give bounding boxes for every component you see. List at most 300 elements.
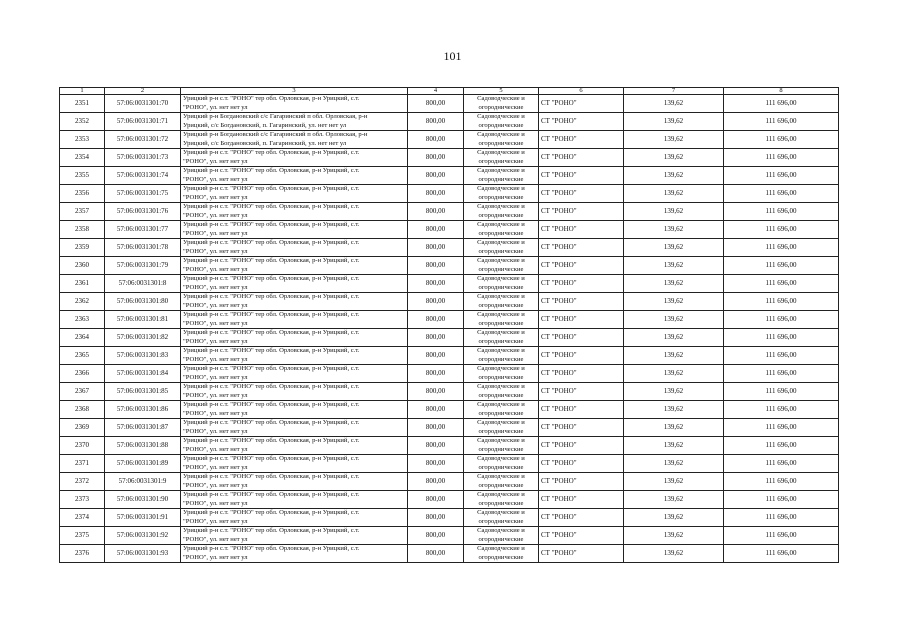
land-use-cell	[464, 347, 539, 365]
owner-name: СТ "РОНО"	[539, 527, 624, 545]
address-line-2: "РОНО", ул. нет нет ул	[183, 499, 248, 507]
address-line-1: Урицкий р-н Богдановский с/с Гагаринский п обл. Орловская, р-н	[183, 131, 368, 139]
address-cell	[181, 131, 408, 149]
owner-name: СТ "РОНО"	[539, 167, 624, 185]
row-number: 2371	[60, 455, 105, 473]
land-use-cell	[464, 437, 539, 455]
cadastral-number: 57:06:0031301:75	[105, 185, 181, 203]
address-line-2: "РОНО", ул. нет нет ул	[183, 409, 248, 417]
area-value: 800,00	[408, 347, 464, 365]
address-cell	[181, 221, 408, 239]
land-use-cell	[464, 401, 539, 419]
land-use-line-2: огороднические	[478, 463, 524, 471]
address-cell	[181, 491, 408, 509]
cadastral-number: 57:06:0031301:89	[105, 455, 181, 473]
column-header: 2	[105, 88, 181, 95]
address-cell	[181, 203, 408, 221]
address-line-2: "РОНО", ул. нет нет ул	[183, 463, 248, 471]
cadastral-number: 57:06:0031301:72	[105, 131, 181, 149]
area-value: 800,00	[408, 221, 464, 239]
cadastral-number: 57:06:0031301:82	[105, 329, 181, 347]
address-line-2: "РОНО", ул. нет нет ул	[183, 481, 248, 489]
land-use-line-1: Садоводческие и	[477, 545, 525, 553]
table-row	[60, 221, 839, 239]
row-number: 2370	[60, 437, 105, 455]
row-number: 2360	[60, 257, 105, 275]
address-line-2: "РОНО", ул. нет нет ул	[183, 337, 248, 345]
row-number: 2362	[60, 293, 105, 311]
land-use-line-1: Садоводческие и	[477, 275, 525, 283]
table-row	[60, 203, 839, 221]
address-line-2: "РОНО", ул. нет нет ул	[183, 553, 248, 561]
land-use-cell	[464, 239, 539, 257]
row-number: 2353	[60, 131, 105, 149]
land-use-line-2: огороднические	[478, 409, 524, 417]
cadastral-number: 57:06:0031301:76	[105, 203, 181, 221]
row-number: 2366	[60, 365, 105, 383]
table-row	[60, 473, 839, 491]
area-value: 800,00	[408, 185, 464, 203]
address-line-1: Урицкий р-н с.т. "РОНО" тер обл. Орловская, р-н Урицкий, с.т.	[183, 311, 360, 319]
table-row	[60, 311, 839, 329]
table-row	[60, 437, 839, 455]
land-use-line-2: огороднические	[478, 265, 524, 273]
cadastral-number: 57:06:0031301:87	[105, 419, 181, 437]
unit-price: 139,62	[624, 473, 724, 491]
cadastral-value: 111 696,00	[724, 149, 839, 167]
land-use-line-2: огороднические	[478, 283, 524, 291]
land-use-line-2: огороднические	[478, 319, 524, 327]
cadastral-number: 57:06:0031301:78	[105, 239, 181, 257]
land-use-line-1: Садоводческие и	[477, 293, 525, 301]
address-line-2: "РОНО", ул. нет нет ул	[183, 373, 248, 381]
unit-price: 139,62	[624, 509, 724, 527]
table-row	[60, 455, 839, 473]
table-row	[60, 95, 839, 113]
table-row	[60, 275, 839, 293]
column-header: 8	[724, 88, 839, 95]
address-line-2: "РОНО", ул. нет нет ул	[183, 427, 248, 435]
area-value: 800,00	[408, 95, 464, 113]
address-line-2: "РОНО", ул. нет нет ул	[183, 301, 248, 309]
owner-name: СТ "РОНО"	[539, 185, 624, 203]
land-use-line-1: Садоводческие и	[477, 95, 525, 103]
unit-price: 139,62	[624, 131, 724, 149]
cadastral-value: 111 696,00	[724, 491, 839, 509]
row-number: 2368	[60, 401, 105, 419]
land-use-line-2: огороднические	[478, 211, 524, 219]
address-line-2: "РОНО", ул. нет нет ул	[183, 193, 248, 201]
unit-price: 139,62	[624, 527, 724, 545]
unit-price: 139,62	[624, 401, 724, 419]
unit-price: 139,62	[624, 545, 724, 563]
address-cell	[181, 473, 408, 491]
address-cell	[181, 527, 408, 545]
area-value: 800,00	[408, 437, 464, 455]
cadastral-value: 111 696,00	[724, 275, 839, 293]
table-row	[60, 239, 839, 257]
unit-price: 139,62	[624, 149, 724, 167]
column-number-row	[60, 88, 839, 95]
owner-name: СТ "РОНО"	[539, 329, 624, 347]
cadastral-number: 57:06:0031301:71	[105, 113, 181, 131]
address-cell	[181, 329, 408, 347]
cadastral-number: 57:06:0031301:83	[105, 347, 181, 365]
table-row	[60, 113, 839, 131]
unit-price: 139,62	[624, 257, 724, 275]
owner-name: СТ "РОНО"	[539, 365, 624, 383]
area-value: 800,00	[408, 383, 464, 401]
table-row	[60, 347, 839, 365]
cadastral-value: 111 696,00	[724, 509, 839, 527]
cadastral-number: 57:06:0031301:85	[105, 383, 181, 401]
cadastral-value: 111 696,00	[724, 401, 839, 419]
cadastral-value: 111 696,00	[724, 545, 839, 563]
address-line-2: "РОНО", ул. нет нет ул	[183, 283, 248, 291]
land-use-line-1: Садоводческие и	[477, 221, 525, 229]
land-use-cell	[464, 113, 539, 131]
land-use-line-1: Садоводческие и	[477, 203, 525, 211]
land-use-line-1: Садоводческие и	[477, 149, 525, 157]
land-use-line-1: Садоводческие и	[477, 167, 525, 175]
cadastral-value: 111 696,00	[724, 257, 839, 275]
unit-price: 139,62	[624, 203, 724, 221]
unit-price: 139,62	[624, 167, 724, 185]
address-line-1: Урицкий р-н с.т. "РОНО" тер обл. Орловская, р-н Урицкий, с.т.	[183, 455, 360, 463]
cadastral-number: 57:06:0031301:73	[105, 149, 181, 167]
unit-price: 139,62	[624, 311, 724, 329]
land-use-line-2: огороднические	[478, 499, 524, 507]
address-line-2: "РОНО", ул. нет нет ул	[183, 211, 248, 219]
address-line-2: Урицкий, с/с Богдановский, п. Гагаринский, ул. нет нет ул	[183, 121, 347, 129]
land-use-line-1: Садоводческие и	[477, 491, 525, 499]
address-line-2: "РОНО", ул. нет нет ул	[183, 175, 248, 183]
table-row	[60, 167, 839, 185]
owner-name: СТ "РОНО"	[539, 95, 624, 113]
unit-price: 139,62	[624, 383, 724, 401]
land-use-line-1: Садоводческие и	[477, 437, 525, 445]
address-line-1: Урицкий р-н с.т. "РОНО" тер обл. Орловская, р-н Урицкий, с.т.	[183, 545, 360, 553]
address-cell	[181, 149, 408, 167]
area-value: 800,00	[408, 455, 464, 473]
address-line-1: Урицкий р-н с.т. "РОНО" тер обл. Орловская, р-н Урицкий, с.т.	[183, 401, 360, 409]
cadastral-value: 111 696,00	[724, 113, 839, 131]
cadastral-number: 57:06:0031301:90	[105, 491, 181, 509]
table-row	[60, 131, 839, 149]
land-use-line-1: Садоводческие и	[477, 311, 525, 319]
cadastral-value: 111 696,00	[724, 167, 839, 185]
table-row	[60, 527, 839, 545]
address-cell	[181, 383, 408, 401]
table-row	[60, 509, 839, 527]
land-use-line-2: огороднические	[478, 301, 524, 309]
owner-name: СТ "РОНО"	[539, 437, 624, 455]
land-use-line-2: огороднические	[478, 139, 524, 147]
land-use-cell	[464, 527, 539, 545]
address-line-1: Урицкий р-н с.т. "РОНО" тер обл. Орловская, р-н Урицкий, с.т.	[183, 491, 360, 499]
table-row	[60, 257, 839, 275]
address-line-1: Урицкий р-н с.т. "РОНО" тер обл. Орловская, р-н Урицкий, с.т.	[183, 95, 360, 103]
row-number: 2374	[60, 509, 105, 527]
land-use-cell	[464, 131, 539, 149]
owner-name: СТ "РОНО"	[539, 419, 624, 437]
cadastral-value: 111 696,00	[724, 203, 839, 221]
address-cell	[181, 113, 408, 131]
address-line-2: "РОНО", ул. нет нет ул	[183, 265, 248, 273]
address-line-1: Урицкий р-н с.т. "РОНО" тер обл. Орловская, р-н Урицкий, с.т.	[183, 437, 360, 445]
land-use-line-2: огороднические	[478, 157, 524, 165]
row-number: 2373	[60, 491, 105, 509]
address-cell	[181, 455, 408, 473]
land-plots-table	[59, 87, 839, 563]
land-use-cell	[464, 185, 539, 203]
address-line-1: Урицкий р-н с.т. "РОНО" тер обл. Орловская, р-н Урицкий, с.т.	[183, 419, 360, 427]
unit-price: 139,62	[624, 419, 724, 437]
area-value: 800,00	[408, 131, 464, 149]
unit-price: 139,62	[624, 185, 724, 203]
address-cell	[181, 545, 408, 563]
area-value: 800,00	[408, 545, 464, 563]
address-line-1: Урицкий р-н с.т. "РОНО" тер обл. Орловская, р-н Урицкий, с.т.	[183, 149, 360, 157]
land-use-line-2: огороднические	[478, 121, 524, 129]
cadastral-number: 57:06:0031301:77	[105, 221, 181, 239]
address-cell	[181, 401, 408, 419]
owner-name: СТ "РОНО"	[539, 257, 624, 275]
address-line-2: "РОНО", ул. нет нет ул	[183, 247, 248, 255]
land-use-line-1: Садоводческие и	[477, 185, 525, 193]
page-number: 101	[443, 49, 462, 63]
land-use-line-2: огороднические	[478, 445, 524, 453]
table-row	[60, 401, 839, 419]
owner-name: СТ "РОНО"	[539, 347, 624, 365]
address-line-2: Урицкий, с/с Богдановский, п. Гагаринский, ул. нет нет ул	[183, 139, 347, 147]
address-cell	[181, 365, 408, 383]
land-use-line-2: огороднические	[478, 193, 524, 201]
cadastral-number: 57:06:0031301:8	[105, 275, 181, 293]
unit-price: 139,62	[624, 491, 724, 509]
area-value: 800,00	[408, 311, 464, 329]
address-cell	[181, 275, 408, 293]
land-use-cell	[464, 275, 539, 293]
owner-name: СТ "РОНО"	[539, 131, 624, 149]
land-use-line-1: Садоводческие и	[477, 401, 525, 409]
land-use-line-1: Садоводческие и	[477, 419, 525, 427]
land-use-cell	[464, 167, 539, 185]
table-row	[60, 293, 839, 311]
address-line-2: "РОНО", ул. нет нет ул	[183, 103, 248, 111]
cadastral-number: 57:06:0031301:81	[105, 311, 181, 329]
area-value: 800,00	[408, 167, 464, 185]
land-use-cell	[464, 203, 539, 221]
address-line-1: Урицкий р-н с.т. "РОНО" тер обл. Орловская, р-н Урицкий, с.т.	[183, 167, 360, 175]
land-use-line-2: огороднические	[478, 355, 524, 363]
address-line-2: "РОНО", ул. нет нет ул	[183, 517, 248, 525]
address-line-1: Урицкий р-н с.т. "РОНО" тер обл. Орловская, р-н Урицкий, с.т.	[183, 347, 360, 355]
land-use-cell	[464, 365, 539, 383]
address-cell	[181, 509, 408, 527]
land-use-cell	[464, 293, 539, 311]
land-use-line-1: Садоводческие и	[477, 383, 525, 391]
cadastral-number: 57:06:0031301:79	[105, 257, 181, 275]
area-value: 800,00	[408, 257, 464, 275]
owner-name: СТ "РОНО"	[539, 221, 624, 239]
owner-name: СТ "РОНО"	[539, 545, 624, 563]
land-use-line-2: огороднические	[478, 103, 524, 111]
cadastral-number: 57:06:0031301:93	[105, 545, 181, 563]
column-header: 3	[181, 88, 408, 95]
land-use-line-1: Садоводческие и	[477, 365, 525, 373]
address-cell	[181, 185, 408, 203]
address-cell	[181, 257, 408, 275]
table-row	[60, 545, 839, 563]
address-cell	[181, 419, 408, 437]
area-value: 800,00	[408, 509, 464, 527]
area-value: 800,00	[408, 527, 464, 545]
owner-name: СТ "РОНО"	[539, 149, 624, 167]
land-use-cell	[464, 329, 539, 347]
cadastral-value: 111 696,00	[724, 221, 839, 239]
row-number: 2364	[60, 329, 105, 347]
address-line-2: "РОНО", ул. нет нет ул	[183, 157, 248, 165]
land-use-line-1: Садоводческие и	[477, 509, 525, 517]
land-use-cell	[464, 545, 539, 563]
land-use-line-2: огороднические	[478, 517, 524, 525]
cadastral-value: 111 696,00	[724, 527, 839, 545]
address-line-1: Урицкий р-н с.т. "РОНО" тер обл. Орловская, р-н Урицкий, с.т.	[183, 239, 360, 247]
area-value: 800,00	[408, 203, 464, 221]
owner-name: СТ "РОНО"	[539, 293, 624, 311]
address-line-2: "РОНО", ул. нет нет ул	[183, 355, 248, 363]
cadastral-value: 111 696,00	[724, 455, 839, 473]
row-number: 2352	[60, 113, 105, 131]
unit-price: 139,62	[624, 95, 724, 113]
row-number: 2376	[60, 545, 105, 563]
address-cell	[181, 95, 408, 113]
area-value: 800,00	[408, 365, 464, 383]
cadastral-number: 57:06:0031301:91	[105, 509, 181, 527]
address-line-2: "РОНО", ул. нет нет ул	[183, 229, 248, 237]
cadastral-number: 57:06:0031301:80	[105, 293, 181, 311]
row-number: 2365	[60, 347, 105, 365]
owner-name: СТ "РОНО"	[539, 455, 624, 473]
cadastral-value: 111 696,00	[724, 383, 839, 401]
area-value: 800,00	[408, 293, 464, 311]
address-cell	[181, 239, 408, 257]
address-line-1: Урицкий р-н с.т. "РОНО" тер обл. Орловская, р-н Урицкий, с.т.	[183, 293, 360, 301]
unit-price: 139,62	[624, 113, 724, 131]
row-number: 2359	[60, 239, 105, 257]
cadastral-number: 57:06:0031301:74	[105, 167, 181, 185]
table-row	[60, 185, 839, 203]
owner-name: СТ "РОНО"	[539, 113, 624, 131]
address-line-2: "РОНО", ул. нет нет ул	[183, 535, 248, 543]
land-use-line-2: огороднические	[478, 373, 524, 381]
cadastral-value: 111 696,00	[724, 311, 839, 329]
land-use-line-1: Садоводческие и	[477, 113, 525, 121]
owner-name: СТ "РОНО"	[539, 275, 624, 293]
cadastral-value: 111 696,00	[724, 329, 839, 347]
table-row	[60, 419, 839, 437]
land-use-cell	[464, 95, 539, 113]
land-use-line-2: огороднические	[478, 535, 524, 543]
area-value: 800,00	[408, 401, 464, 419]
land-use-line-1: Садоводческие и	[477, 239, 525, 247]
land-use-line-2: огороднические	[478, 175, 524, 183]
address-line-1: Урицкий р-н с.т. "РОНО" тер обл. Орловская, р-н Урицкий, с.т.	[183, 329, 360, 337]
land-use-line-1: Садоводческие и	[477, 131, 525, 139]
owner-name: СТ "РОНО"	[539, 383, 624, 401]
cadastral-number: 57:06:0031301:86	[105, 401, 181, 419]
owner-name: СТ "РОНО"	[539, 239, 624, 257]
land-use-line-2: огороднические	[478, 427, 524, 435]
table-row	[60, 491, 839, 509]
cadastral-number: 57:06:0031301:70	[105, 95, 181, 113]
land-use-cell	[464, 149, 539, 167]
area-value: 800,00	[408, 275, 464, 293]
address-line-1: Урицкий р-н с.т. "РОНО" тер обл. Орловская, р-н Урицкий, с.т.	[183, 473, 360, 481]
unit-price: 139,62	[624, 239, 724, 257]
land-use-line-2: огороднические	[478, 337, 524, 345]
cadastral-value: 111 696,00	[724, 185, 839, 203]
owner-name: СТ "РОНО"	[539, 203, 624, 221]
unit-price: 139,62	[624, 437, 724, 455]
row-number: 2369	[60, 419, 105, 437]
address-line-1: Урицкий р-н с.т. "РОНО" тер обл. Орловская, р-н Урицкий, с.т.	[183, 527, 360, 535]
address-cell	[181, 311, 408, 329]
unit-price: 139,62	[624, 293, 724, 311]
address-line-2: "РОНО", ул. нет нет ул	[183, 445, 248, 453]
land-use-cell	[464, 455, 539, 473]
unit-price: 139,62	[624, 221, 724, 239]
land-use-line-1: Садоводческие и	[477, 473, 525, 481]
land-use-cell	[464, 419, 539, 437]
column-header: 5	[464, 88, 539, 95]
address-line-2: "РОНО", ул. нет нет ул	[183, 319, 248, 327]
owner-name: СТ "РОНО"	[539, 509, 624, 527]
owner-name: СТ "РОНО"	[539, 491, 624, 509]
column-header: 7	[624, 88, 724, 95]
land-use-line-1: Садоводческие и	[477, 257, 525, 265]
cadastral-value: 111 696,00	[724, 437, 839, 455]
address-line-1: Урицкий р-н с.т. "РОНО" тер обл. Орловская, р-н Урицкий, с.т.	[183, 509, 360, 517]
land-use-line-1: Садоводческие и	[477, 527, 525, 535]
land-use-cell	[464, 257, 539, 275]
area-value: 800,00	[408, 473, 464, 491]
cadastral-value: 111 696,00	[724, 239, 839, 257]
address-cell	[181, 167, 408, 185]
area-value: 800,00	[408, 491, 464, 509]
column-header: 4	[408, 88, 464, 95]
row-number: 2357	[60, 203, 105, 221]
unit-price: 139,62	[624, 365, 724, 383]
land-use-line-1: Садоводческие и	[477, 455, 525, 463]
address-line-1: Урицкий р-н Богдановский с/с Гагаринский п обл. Орловская, р-н	[183, 113, 368, 121]
table-row	[60, 383, 839, 401]
address-line-1: Урицкий р-н с.т. "РОНО" тер обл. Орловская, р-н Урицкий, с.т.	[183, 275, 360, 283]
address-line-1: Урицкий р-н с.т. "РОНО" тер обл. Орловская, р-н Урицкий, с.т.	[183, 257, 360, 265]
address-line-1: Урицкий р-н с.т. "РОНО" тер обл. Орловская, р-н Урицкий, с.т.	[183, 221, 360, 229]
cadastral-value: 111 696,00	[724, 347, 839, 365]
land-use-cell	[464, 311, 539, 329]
cadastral-number: 57:06:0031301:88	[105, 437, 181, 455]
owner-name: СТ "РОНО"	[539, 311, 624, 329]
owner-name: СТ "РОНО"	[539, 473, 624, 491]
area-value: 800,00	[408, 239, 464, 257]
cadastral-value: 111 696,00	[724, 365, 839, 383]
land-use-line-2: огороднические	[478, 391, 524, 399]
land-use-cell	[464, 491, 539, 509]
area-value: 800,00	[408, 113, 464, 131]
